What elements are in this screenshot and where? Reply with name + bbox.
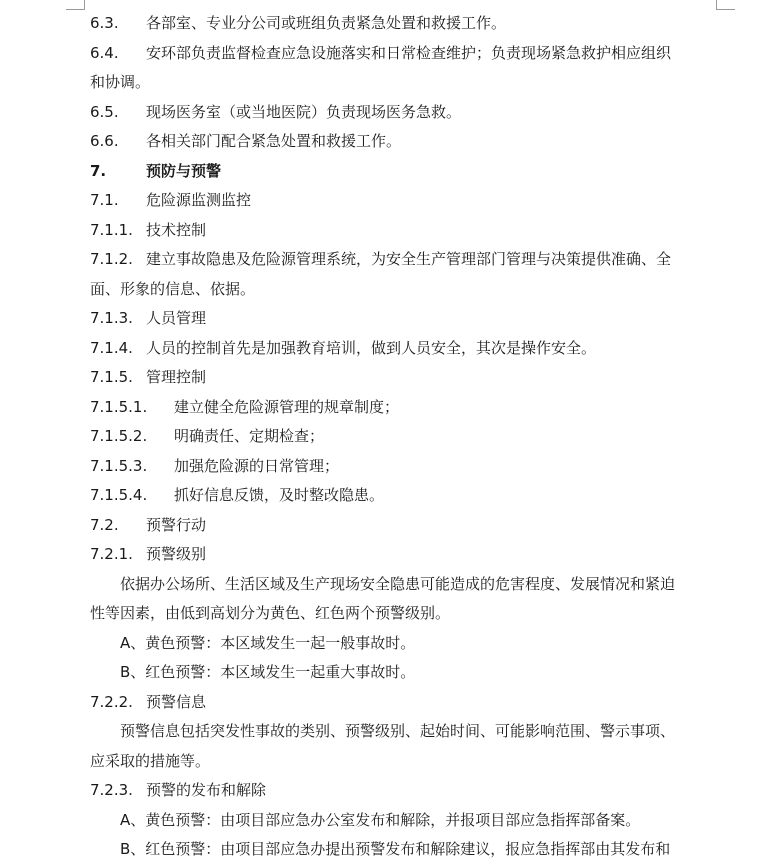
clause-number: 7.1. [90,191,119,209]
clause-number: 7.1.1. [90,220,133,239]
clause-7-1-5-1 [90,393,718,423]
clause-number: 7.2.2. [90,692,133,711]
clause-7-1 [90,186,718,216]
clause-text: 抓好信息反馈，及时整改隐患。 [174,486,385,504]
clause-number: 7.1.5. [90,368,133,386]
clause-text: 预警的发布和解除 [146,781,267,799]
clause-number: 7.1.5.3. [90,456,148,475]
clause-text: 加强危险源的日常管理； [174,456,340,475]
list-item-yellow-release [90,806,718,836]
document-body [90,9,718,865]
clause-7-1-5-3 [90,452,718,482]
clause-text: 各相关部门配合紧急处置和救援工作。 [146,132,402,150]
clause-7-2-2 [90,688,718,718]
margin-corner-mark-right [716,0,735,10]
clause-text: 管理控制 [146,368,207,386]
clause-number: 6.6. [90,132,119,150]
list-item-text: A、黄色预警：本区域发生一起一般事故时。 [120,633,416,652]
clause-7-2-1 [90,540,718,570]
clause-text: 预警信息 [146,692,207,711]
paragraph-text: 预警信息包括突发性事故的类别、预警级别、起始时间、可能影响范围、警示事项、 [120,722,676,740]
paragraph-warning-info [90,717,718,747]
margin-corner-mark-left [66,0,85,10]
clause-text: 预警级别 [146,545,207,563]
clause-text: 明确责任、定期检查； [174,427,325,445]
clause-text: 面、形象的信息、依据。 [90,279,256,298]
clause-number: 7.1.2. [90,250,133,268]
clause-7-2-3 [90,776,718,806]
clause-text: 和协调。 [90,73,151,91]
section-title: 预防与预警 [146,161,222,180]
clause-text: 各部室、专业分公司或班组负责紧急处置和救援工作。 [146,14,507,32]
clause-text: 现场医务室（或当地医院）负责现场医务急救。 [146,102,462,121]
section-heading-7 [90,157,718,187]
paragraph-warning-info-continuation [90,747,718,777]
clause-6-3 [90,9,718,39]
clause-7-1-5-4 [90,481,718,511]
clause-number: 7.1.5.4. [90,486,148,504]
list-item-red-release [90,835,718,865]
paragraph-text: 性等因素，由低到高划分为黄色、红色两个预警级别。 [90,604,451,622]
list-item-red-warning [90,658,718,688]
clause-number: 7.1.4. [90,338,133,357]
clause-text: 人员管理 [146,309,207,327]
clause-7-1-1 [90,216,718,246]
clause-6-6 [90,127,718,157]
clause-number: 6.5. [90,102,119,121]
clause-text: 危险源监测监控 [146,191,252,209]
clause-6-4 [90,39,718,69]
clause-text: 技术控制 [146,220,207,239]
paragraph-warning-levels [90,570,718,600]
clause-7-1-5-2 [90,422,718,452]
clause-6-5 [90,98,718,128]
clause-7-1-3 [90,304,718,334]
clause-number: 6.3. [90,14,119,32]
paragraph-text: 依据办公场所、生活区域及生产现场安全隐患可能造成的危害程度、发展情况和紧迫 [120,574,676,593]
clause-7-1-2-continuation [90,275,718,305]
clause-7-2 [90,511,718,541]
list-item-yellow-warning [90,629,718,659]
clause-text: 建立健全危险源管理的规章制度； [174,397,400,416]
clause-number: 7.1.5.1. [90,397,148,416]
paragraph-text: 应采取的措施等。 [90,751,211,770]
clause-text: 预警行动 [146,515,207,534]
list-item-text: A、黄色预警：由项目部应急办公室发布和解除，并报项目部应急指挥部备案。 [120,810,641,829]
clause-number: 7.2.1. [90,545,133,563]
clause-number: 6.4. [90,43,119,62]
clause-text: 建立事故隐患及危险源管理系统，为安全生产管理部门管理与决策提供准确、全 [146,250,672,268]
clause-7-1-5 [90,363,718,393]
list-item-text: B、红色预警：本区域发生一起重大事故时。 [120,663,416,681]
clause-number: 7.2. [90,515,119,534]
clause-text: 安环部负责监督检查应急设施落实和日常检查维护；负责现场紧急救护相应组织 [146,43,672,62]
clause-7-1-4 [90,334,718,364]
section-number: 7. [90,161,107,180]
clause-7-1-2 [90,245,718,275]
clause-number: 7.1.5.2. [90,427,148,445]
clause-6-4-continuation [90,68,718,98]
list-item-text: B、红色预警：由项目部应急办提出预警发布和解除建议，报应急指挥部由其发布和 [120,840,671,858]
paragraph-warning-levels-continuation [90,599,718,629]
clause-text: 人员的控制首先是加强教育培训，做到人员安全，其次是操作安全。 [146,338,597,357]
clause-number: 7.2.3. [90,781,133,799]
clause-number: 7.1.3. [90,309,133,327]
